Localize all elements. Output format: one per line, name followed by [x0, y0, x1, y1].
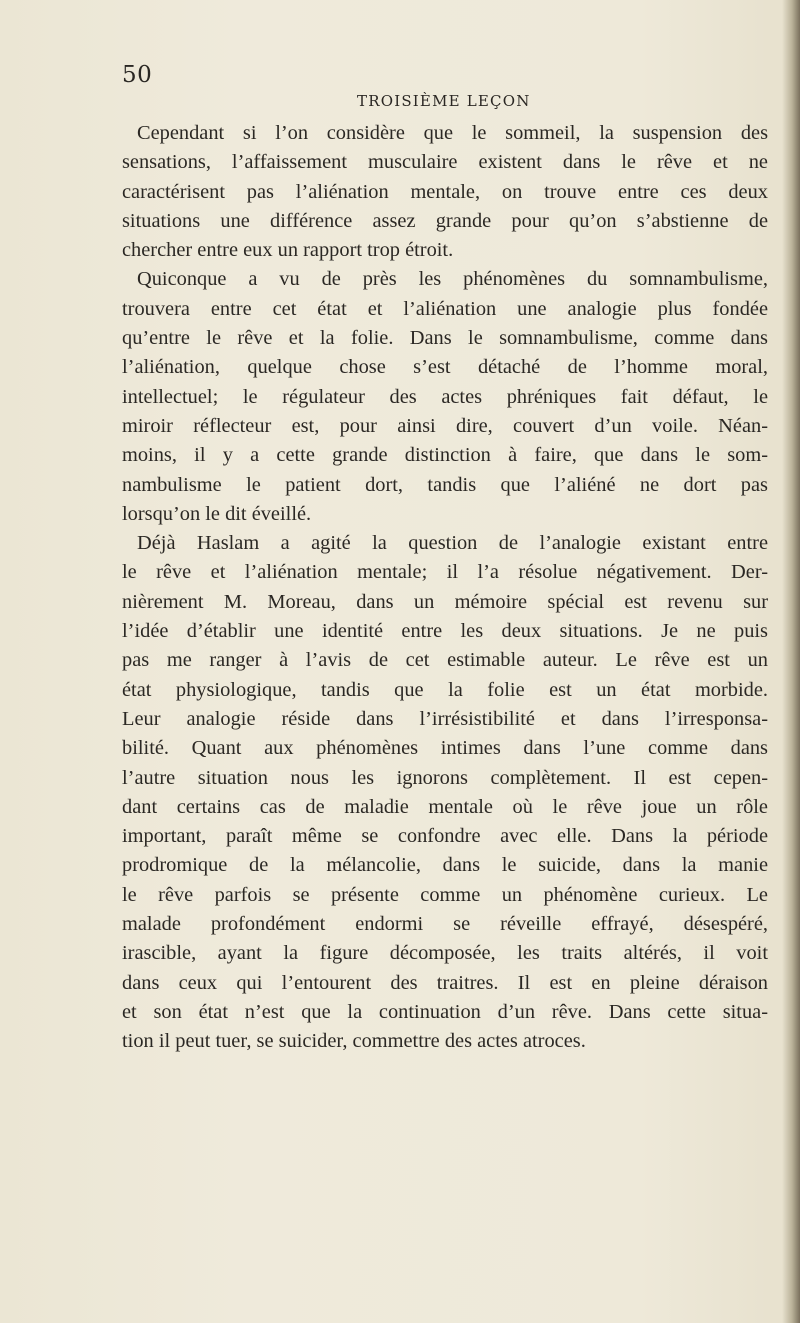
text-line: et son état n’est que la continuation d’un rêve. Dans cette situa-: [122, 1000, 768, 1023]
text-line: dant certains cas de maladie mentale où le rêve joue un rôle: [122, 795, 768, 818]
text-line: le rêve et l’aliénation mentale; il l’a résolue négativement. Der-: [122, 561, 768, 584]
text-line: dans ceux qui l’entourent des traitres. Il est en pleine déraison: [122, 971, 768, 994]
text-line: Quiconque a vu de près les phénomènes du somnambulisme,: [137, 268, 768, 291]
text-line: prodromique de la mélancolie, dans le suicide, dans la manie: [122, 854, 768, 877]
text-line: caractérisent pas l’aliénation mentale, on trouve entre ces deux: [122, 180, 768, 203]
text-line: l’aliénation, quelque chose s’est détaché de l’homme moral,: [122, 356, 768, 379]
running-head: TROISIÈME LEÇON: [357, 92, 531, 110]
text-line: qu’entre le rêve et la folie. Dans le somnambulisme, comme dans: [122, 327, 768, 350]
text-line: l’idée d’établir une identité entre les deux situations. Je ne puis: [122, 620, 768, 643]
text-line: malade profondément endormi se réveille effrayé, désespéré,: [122, 913, 768, 936]
text-line: moins, il y a cette grande distinction à faire, que dans le som-: [122, 444, 768, 467]
text-line: Déjà Haslam a agité la question de l’analogie existant entre: [137, 532, 768, 555]
text-line: situations une différence assez grande pour qu’on s’abstienne de: [122, 209, 768, 232]
text-line: trouvera entre cet état et l’aliénation une analogie plus fondée: [122, 297, 768, 320]
text-line: important, paraît même se confondre avec elle. Dans la période: [122, 825, 768, 848]
text-line: Cependant si l’on considère que le sommeil, la suspension des: [137, 122, 768, 144]
text-line: intellectuel; le régulateur des actes phréniques fait défaut, le: [122, 385, 768, 408]
text-line: état physiologique, tandis que la folie est un état morbide.: [122, 678, 768, 701]
text-line: l’autre situation nous les ignorons complètement. Il est cepen-: [122, 766, 768, 789]
text-line: le rêve parfois se présente comme un phénomène curieux. Le: [122, 883, 768, 906]
text-line: sensations, l’affaissement musculaire existent dans le rêve et ne: [122, 151, 768, 174]
page-edge-shadow: [782, 0, 800, 1323]
text-line: nièrement M. Moreau, dans un mémoire spécial est revenu sur: [122, 590, 768, 613]
text-line: lorsqu’on le dit éveillé.: [122, 502, 312, 525]
text-line: tion il peut tuer, se suicider, commettre des actes atroces.: [122, 1030, 586, 1053]
text-line: chercher entre eux un rapport trop étroit.: [122, 239, 454, 262]
text-line: nambulisme le patient dort, tandis que l’aliéné ne dort pas: [122, 473, 768, 496]
text-line: Leur analogie réside dans l’irrésistibilité et dans l’irresponsa-: [122, 707, 768, 730]
body-text: [122, 119, 768, 1057]
text-line: bilité. Quant aux phénomènes intimes dans l’une comme dans: [122, 737, 768, 760]
text-line: pas me ranger à l’avis de cet estimable auteur. Le rêve est un: [122, 649, 768, 672]
text-line: irascible, ayant la figure décomposée, les traits altérés, il voit: [122, 942, 768, 965]
text-line: miroir réflecteur est, pour ainsi dire, couvert d’un voile. Néan-: [122, 414, 768, 437]
page-number: 50: [122, 62, 153, 88]
